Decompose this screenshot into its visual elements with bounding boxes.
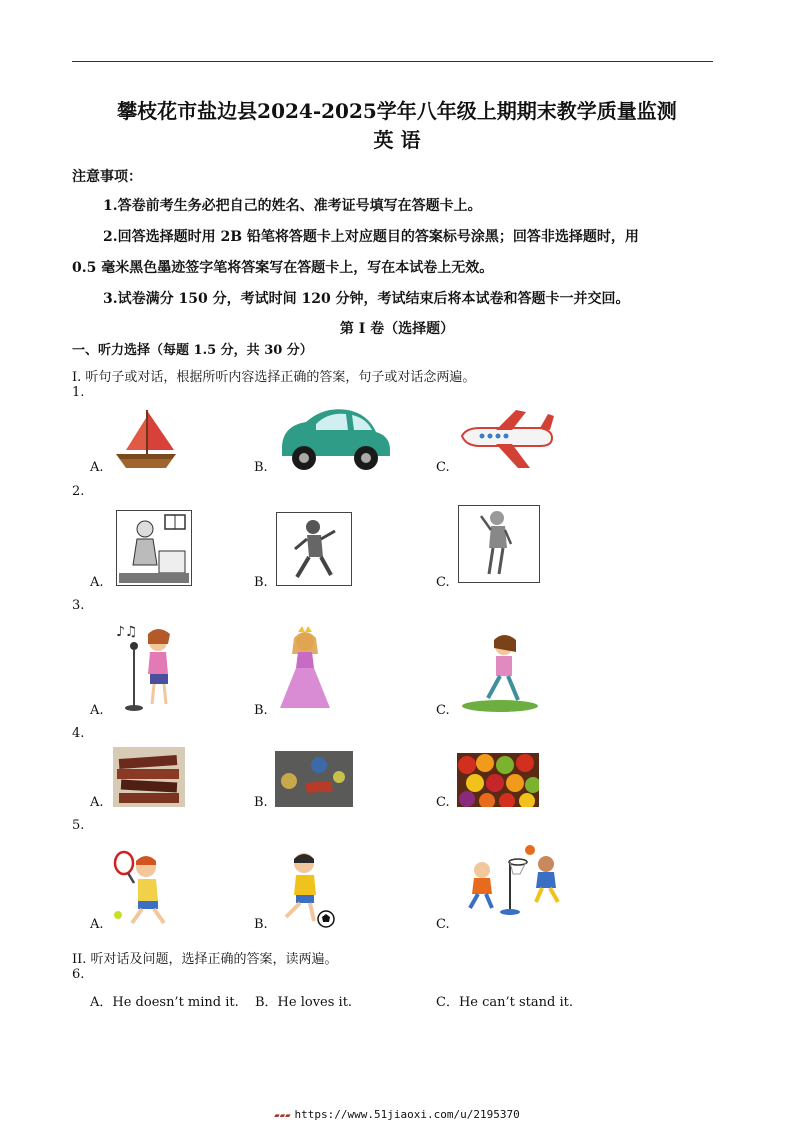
option-c-label: C. — [436, 795, 450, 810]
question-number: 3. — [72, 598, 85, 613]
question-number: 4. — [72, 726, 85, 741]
girl-jogging-image — [460, 630, 540, 714]
sailboat-image — [112, 408, 180, 472]
svg-text:♪♫: ♪♫ — [116, 624, 138, 640]
option-b-label: B. — [254, 460, 268, 475]
question-number: 6. — [72, 967, 85, 982]
note-item-2: 2.回答选择题时用 2B 铅笔将答题卡上对应题目的答案标号涂黑；回答非选择题时，用 — [103, 229, 639, 245]
option-c-label: C. — [436, 917, 450, 932]
boy-running-image — [276, 512, 352, 586]
books-image — [113, 747, 185, 807]
top-rule — [72, 61, 713, 62]
q6-option-c: C．He can’t stand it. — [436, 995, 573, 1010]
option-a-label: A. — [90, 575, 104, 590]
option-a-label: A. — [90, 795, 104, 810]
q6-option-a: A．He doesn’t mind it. — [90, 995, 239, 1010]
option-a-label: A. — [90, 460, 104, 475]
exam-title: 攀枝花市盐边县2024-2025学年八年级上期期末教学质量监测 — [117, 99, 677, 123]
q6-option-b: B．He loves it. — [255, 995, 353, 1010]
girl-dancing-image — [458, 505, 540, 583]
option-c-label: C. — [436, 575, 450, 590]
subject-title: 英 语 — [373, 128, 421, 152]
basketball-kids-image — [458, 844, 568, 916]
soccer-boy-image — [274, 847, 336, 929]
question-number: 1. — [72, 385, 85, 400]
princess-image — [274, 624, 336, 716]
toys-image — [275, 751, 353, 807]
option-b-label: B. — [254, 917, 268, 932]
option-b-label: B. — [254, 575, 268, 590]
question-number: 2. — [72, 484, 85, 499]
footer-watermark — [0, 1108, 794, 1121]
option-b-label: B. — [254, 795, 268, 810]
question-number: 5. — [72, 818, 85, 833]
girl-singing-image — [114, 620, 188, 714]
volume-title: 第 I 卷（选择题） — [339, 321, 455, 337]
part1-instruction: I. 听句子或对话，根据所听内容选择正确的答案，句子或对话念两遍。 — [72, 370, 476, 385]
option-a-label: A. — [90, 703, 104, 718]
option-c-label: C. — [436, 460, 450, 475]
notes-heading: 注意事项： — [72, 169, 142, 185]
note-item-2-cont: 0.5 毫米黑色墨迹签字笔将答案写在答题卡上，写在本试卷上无效。 — [72, 260, 494, 276]
airplane-image — [456, 408, 556, 472]
car-image — [276, 404, 394, 472]
note-item-1: 1.答卷前考生务必把自己的姓名、准考证号填写在答题卡上。 — [103, 198, 482, 214]
option-c-label: C. — [436, 703, 450, 718]
girl-washing-image — [116, 510, 192, 586]
tennis-boy-image — [110, 847, 172, 929]
option-a-label: A. — [90, 917, 104, 932]
part1-title: 一、听力选择（每题 1.5 分，共 30 分） — [72, 343, 313, 358]
part2-instruction: II. 听对话及问题，选择正确的答案，读两遍。 — [72, 952, 338, 967]
footer-url[interactable]: https://www.51jiaoxi.com/u/2195370 — [294, 1108, 520, 1121]
fruits-image — [457, 753, 539, 807]
option-b-label: B. — [254, 703, 268, 718]
watermark-icon: ▰▰▰ — [274, 1111, 291, 1121]
note-item-3: 3.试卷满分 150 分，考试时间 120 分钟，考试结束后将本试卷和答题卡一并交回。 — [103, 291, 630, 307]
